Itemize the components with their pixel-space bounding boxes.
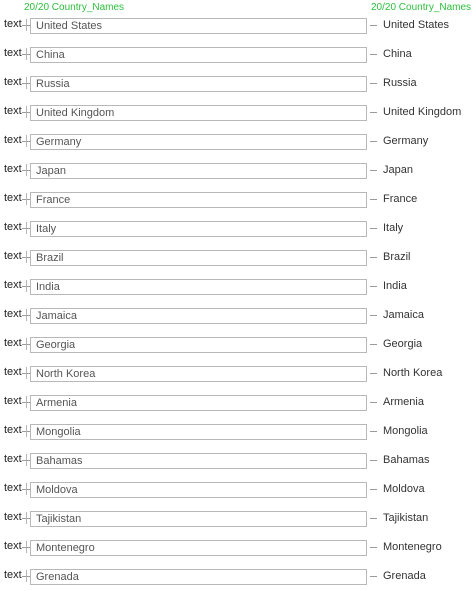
input-connector-tick bbox=[26, 367, 27, 379]
table-row bbox=[0, 562, 474, 591]
country-output-value: Germany bbox=[383, 135, 429, 147]
output-connector-line bbox=[370, 402, 377, 403]
country-output-value: France bbox=[383, 193, 418, 205]
country-output-value: Georgia bbox=[383, 338, 423, 350]
country-input-field[interactable]: India bbox=[30, 279, 367, 295]
row-type-label: text bbox=[4, 308, 22, 320]
country-output-value: United States bbox=[383, 19, 450, 31]
country-output-value: Mongolia bbox=[383, 425, 428, 437]
output-connector-line bbox=[370, 83, 377, 84]
output-connector-line bbox=[370, 518, 377, 519]
output-connector-line bbox=[370, 373, 377, 374]
row-type-label: text bbox=[4, 569, 22, 581]
table-row bbox=[0, 185, 474, 214]
row-type-label: text bbox=[4, 511, 22, 523]
country-output-value: Jamaica bbox=[383, 309, 424, 321]
country-input-field[interactable]: Mongolia bbox=[30, 424, 367, 440]
country-output-value: Montenegro bbox=[383, 541, 442, 553]
country-input-field[interactable]: Moldova bbox=[30, 482, 367, 498]
country-input-field[interactable]: China bbox=[30, 47, 367, 63]
country-input-field[interactable]: Japan bbox=[30, 163, 367, 179]
input-connector-tick bbox=[26, 251, 27, 263]
table-row bbox=[0, 301, 474, 330]
table-row bbox=[0, 214, 474, 243]
table-row bbox=[0, 533, 474, 562]
table-row bbox=[0, 417, 474, 446]
row-type-label: text bbox=[4, 134, 22, 146]
table-row bbox=[0, 69, 474, 98]
country-input-field[interactable]: Montenegro bbox=[30, 540, 367, 556]
input-connector-tick bbox=[26, 222, 27, 234]
input-connector-tick bbox=[26, 309, 27, 321]
input-connector-tick bbox=[26, 570, 27, 582]
table-row bbox=[0, 11, 474, 40]
country-input-field[interactable]: United Kingdom bbox=[30, 105, 367, 121]
country-output-value: Moldova bbox=[383, 483, 425, 495]
country-input-field[interactable]: Jamaica bbox=[30, 308, 367, 324]
output-connector-line bbox=[370, 112, 377, 113]
output-connector-line bbox=[370, 576, 377, 577]
country-input-field[interactable]: North Korea bbox=[30, 366, 367, 382]
table-row bbox=[0, 98, 474, 127]
country-output-value: Japan bbox=[383, 164, 413, 176]
row-type-label: text bbox=[4, 424, 22, 436]
row-type-label: text bbox=[4, 221, 22, 233]
input-connector-tick bbox=[26, 135, 27, 147]
output-connector-line bbox=[370, 286, 377, 287]
input-connector-tick bbox=[26, 483, 27, 495]
output-connector-line bbox=[370, 315, 377, 316]
country-input-field[interactable]: Brazil bbox=[30, 250, 367, 266]
input-column-header: 20/20 Country_Names bbox=[24, 2, 125, 13]
input-connector-tick bbox=[26, 512, 27, 524]
output-connector-line bbox=[370, 170, 377, 171]
input-connector-tick bbox=[26, 396, 27, 408]
row-type-label: text bbox=[4, 18, 22, 30]
row-type-label: text bbox=[4, 192, 22, 204]
country-output-value: North Korea bbox=[383, 367, 443, 379]
table-row bbox=[0, 243, 474, 272]
output-connector-line bbox=[370, 489, 377, 490]
table-row bbox=[0, 504, 474, 533]
input-connector-tick bbox=[26, 48, 27, 60]
country-input-field[interactable]: Italy bbox=[30, 221, 367, 237]
country-output-value: Tajikistan bbox=[383, 512, 429, 524]
output-connector-line bbox=[370, 547, 377, 548]
output-connector-line bbox=[370, 344, 377, 345]
input-connector-tick bbox=[26, 454, 27, 466]
output-connector-line bbox=[370, 228, 377, 229]
table-row bbox=[0, 127, 474, 156]
country-input-field[interactable]: Georgia bbox=[30, 337, 367, 353]
table-row bbox=[0, 475, 474, 504]
output-connector-line bbox=[370, 141, 377, 142]
table-row bbox=[0, 272, 474, 301]
country-output-value: Brazil bbox=[383, 251, 411, 263]
input-connector-tick bbox=[26, 106, 27, 118]
input-connector-tick bbox=[26, 164, 27, 176]
country-output-value: China bbox=[383, 48, 412, 60]
input-connector-tick bbox=[26, 280, 27, 292]
country-input-field[interactable]: United States bbox=[30, 18, 367, 34]
input-connector-tick bbox=[26, 541, 27, 553]
country-input-field[interactable]: Bahamas bbox=[30, 453, 367, 469]
row-type-label: text bbox=[4, 76, 22, 88]
country-output-value: Bahamas bbox=[383, 454, 430, 466]
country-input-field[interactable]: Armenia bbox=[30, 395, 367, 411]
output-connector-line bbox=[370, 199, 377, 200]
output-column-header: 20/20 Country_Names bbox=[371, 2, 472, 13]
input-connector-tick bbox=[26, 19, 27, 31]
country-input-field[interactable]: Tajikistan bbox=[30, 511, 367, 527]
row-type-label: text bbox=[4, 337, 22, 349]
row-type-label: text bbox=[4, 453, 22, 465]
row-type-label: text bbox=[4, 47, 22, 59]
country-output-value: Russia bbox=[383, 77, 417, 89]
country-output-value: Armenia bbox=[383, 396, 424, 408]
country-output-value: India bbox=[383, 280, 407, 292]
row-type-label: text bbox=[4, 250, 22, 262]
table-row bbox=[0, 330, 474, 359]
row-type-label: text bbox=[4, 105, 22, 117]
row-type-label: text bbox=[4, 163, 22, 175]
country-input-field[interactable]: Russia bbox=[30, 76, 367, 92]
output-connector-line bbox=[370, 25, 377, 26]
row-type-label: text bbox=[4, 279, 22, 291]
input-connector-tick bbox=[26, 193, 27, 205]
input-connector-tick bbox=[26, 338, 27, 350]
country-rows bbox=[0, 11, 474, 591]
country-input-field[interactable]: Grenada bbox=[30, 569, 367, 585]
table-row bbox=[0, 388, 474, 417]
output-connector-line bbox=[370, 54, 377, 55]
table-row bbox=[0, 446, 474, 475]
input-connector-tick bbox=[26, 77, 27, 89]
output-connector-line bbox=[370, 431, 377, 432]
table-row bbox=[0, 156, 474, 185]
country-output-value: Italy bbox=[383, 222, 404, 234]
output-connector-line bbox=[370, 257, 377, 258]
country-output-value: Grenada bbox=[383, 570, 426, 582]
output-connector-line bbox=[370, 460, 377, 461]
row-type-label: text bbox=[4, 540, 22, 552]
row-type-label: text bbox=[4, 366, 22, 378]
row-type-label: text bbox=[4, 482, 22, 494]
table-row bbox=[0, 40, 474, 69]
table-row bbox=[0, 359, 474, 388]
country-input-field[interactable]: France bbox=[30, 192, 367, 208]
country-output-value: United Kingdom bbox=[383, 106, 462, 118]
country-input-field[interactable]: Germany bbox=[30, 134, 367, 150]
input-connector-tick bbox=[26, 425, 27, 437]
row-type-label: text bbox=[4, 395, 22, 407]
